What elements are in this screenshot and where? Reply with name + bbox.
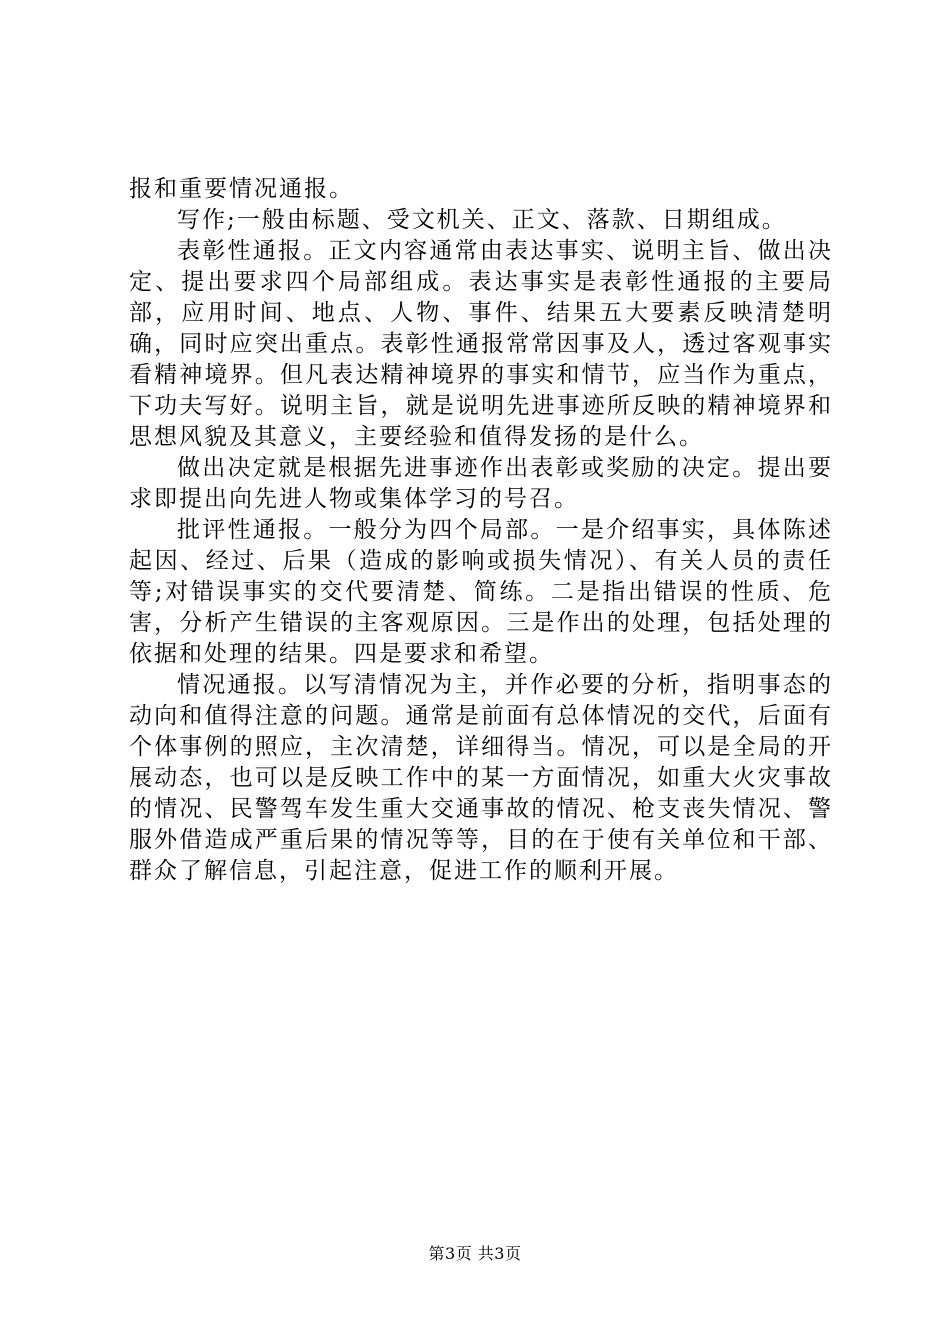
paragraph-6: 情况通报。以写清情况为主，并作必要的分析，指明事态的动向和值得注意的问题。通常是前面有总体情况的交代，后面有个体事例的照应，主次清楚，详细得当。情况，可以是全局的开展动态，也可以是反映工作中的某一方面情况，如重大火灾事故的情况、民警驾车发生重大交通事故的情况、枪支丧失情况、警服外借造成严重后果的情况等等，目的在于使有关单位和干部、群众了解信息，引起注意，促进工作的顺利开展。	[129, 672, 833, 884]
page-footer: 第3页 共3页	[428, 1244, 522, 1263]
document-body	[129, 174, 833, 887]
paragraph-2: 写作;一般由标题、受文机关、正文、落款、日期组成。	[177, 207, 787, 233]
paragraph-4: 做出决定就是根据先进事迹作出表彰或奖励的决定。提出要求即提出向先进人物或集体学习的号召。	[129, 455, 833, 512]
paragraph-5: 批评性通报。一般分为四个局部。一是介绍事实，具体陈述起因、经过、后果（造成的影响或损失情况）、有关人员的责任等;对错误事实的交代要清楚、简练。二是指出错误的性质、危害，分析产生错误的主客观原因。三是作出的处理，包括处理的依据和处理的结果。四是要求和希望。	[129, 517, 833, 667]
paragraph-3: 表彰性通报。正文内容通常由表达事实、说明主旨、做出决定、提出要求四个局部组成。表达事实是表彰性通报的主要局部，应用时间、地点、人物、事件、结果五大要素反映清楚明确，同时应突出重点。表彰性通报常常因事及人，透过客观事实看精神境界。但凡表达精神境界的事实和情节，应当作为重点，下功夫写好。说明主旨，就是说明先进事迹所反映的精神境界和思想风貌及其意义，主要经验和值得发扬的是什么。	[129, 238, 833, 450]
paragraph-1: 报和重要情况通报。	[129, 176, 354, 202]
